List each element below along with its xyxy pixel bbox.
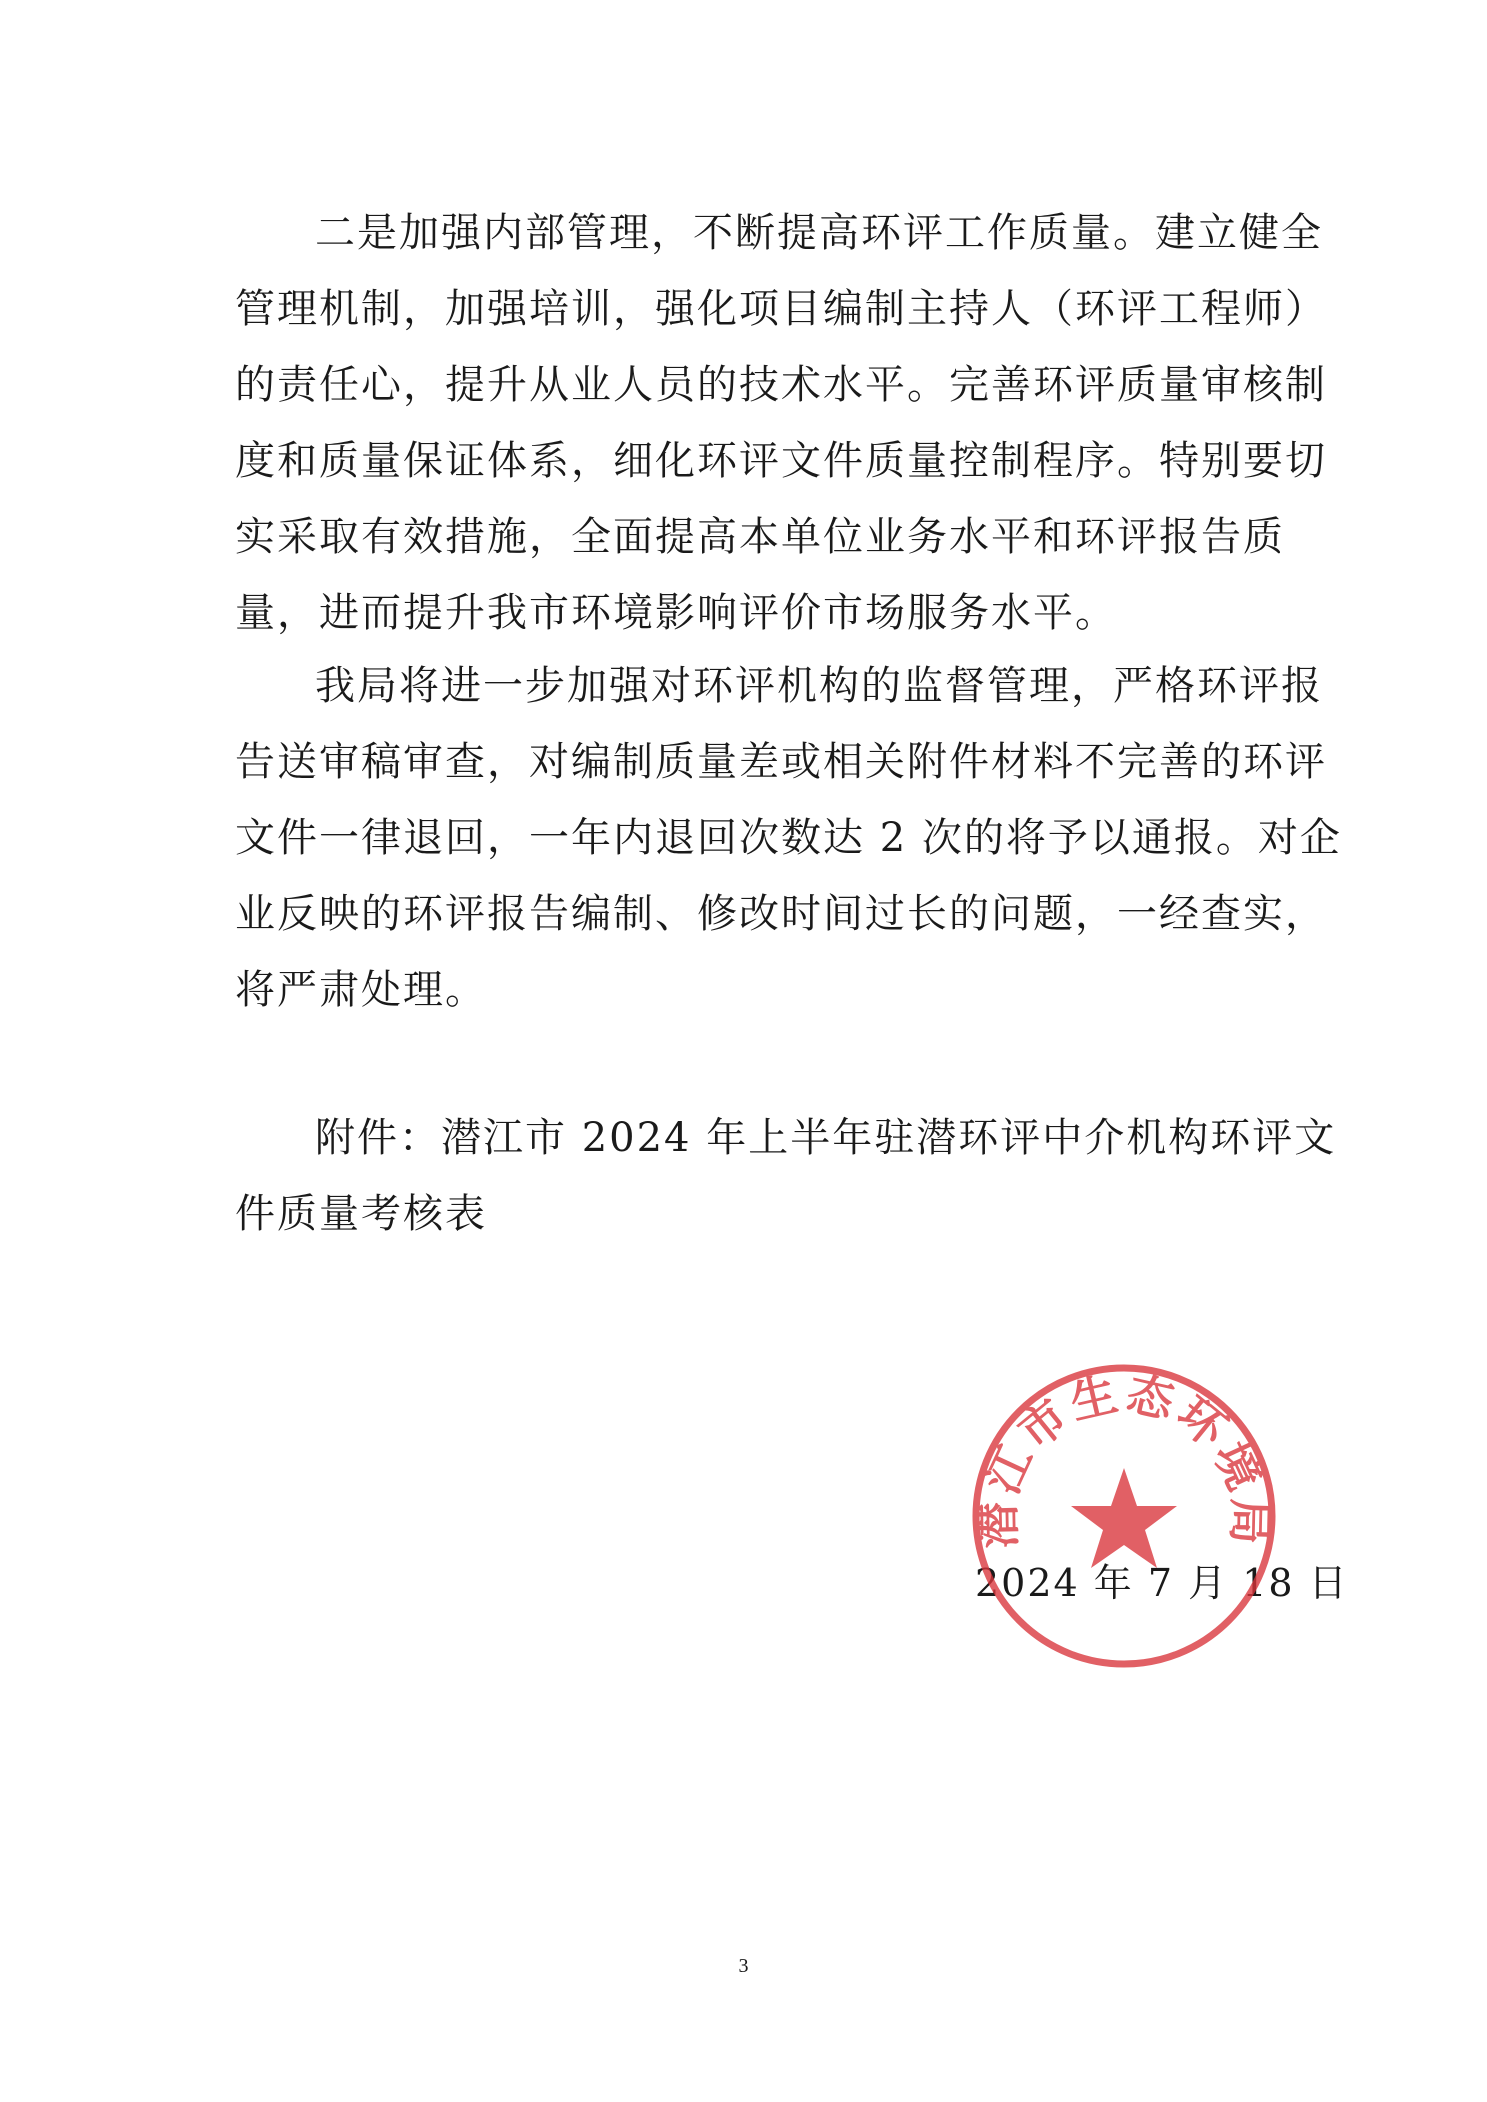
text-line: 实采取有效措施，全面提高本单位业务水平和环评报告质 bbox=[235, 514, 1285, 560]
issue-date: 2024 年 7 月 18 日 bbox=[975, 1561, 1349, 1605]
text-line: 告送审稿审查，对编制质量差或相关附件材料不完善的环评 bbox=[235, 739, 1327, 785]
text-line: 附件：潜江市 2024 年上半年驻潜环评中介机构环评文 bbox=[315, 1115, 1337, 1161]
text-line: 量，进而提升我市环境影响评价市场服务水平。 bbox=[235, 590, 1117, 636]
text-line: 文件一律退回，一年内退回次数达 2 次的将予以通报。对企 bbox=[235, 815, 1342, 861]
text-line: 件质量考核表 bbox=[235, 1191, 487, 1237]
star-icon bbox=[1071, 1468, 1177, 1568]
paragraph-internal-management bbox=[235, 195, 1327, 651]
paragraph-supervision bbox=[235, 648, 1342, 1028]
text-line: 的责任心，提升从业人员的技术水平。完善环评质量审核制 bbox=[235, 362, 1327, 408]
official-seal bbox=[968, 1360, 1280, 1672]
text-line: 二是加强内部管理，不断提高环评工作质量。建立健全 bbox=[315, 210, 1323, 256]
text-line: 我局将进一步加强对环评机构的监督管理，严格环评报 bbox=[315, 663, 1323, 709]
seal-text: 潜江市生态环境局 bbox=[970, 1365, 1278, 1549]
text-line: 将严肃处理。 bbox=[235, 967, 487, 1013]
page-number: 3 bbox=[738, 1955, 749, 1977]
text-line: 度和质量保证体系，细化环评文件质量控制程序。特别要切 bbox=[235, 438, 1327, 484]
seal-graphic bbox=[968, 1360, 1280, 1672]
text-line: 管理机制，加强培训，强化项目编制主持人（环评工程师） bbox=[235, 286, 1327, 332]
text-line: 业反映的环评报告编制、修改时间过长的问题，一经查实， bbox=[235, 891, 1327, 937]
attachment-note bbox=[235, 1100, 1337, 1252]
